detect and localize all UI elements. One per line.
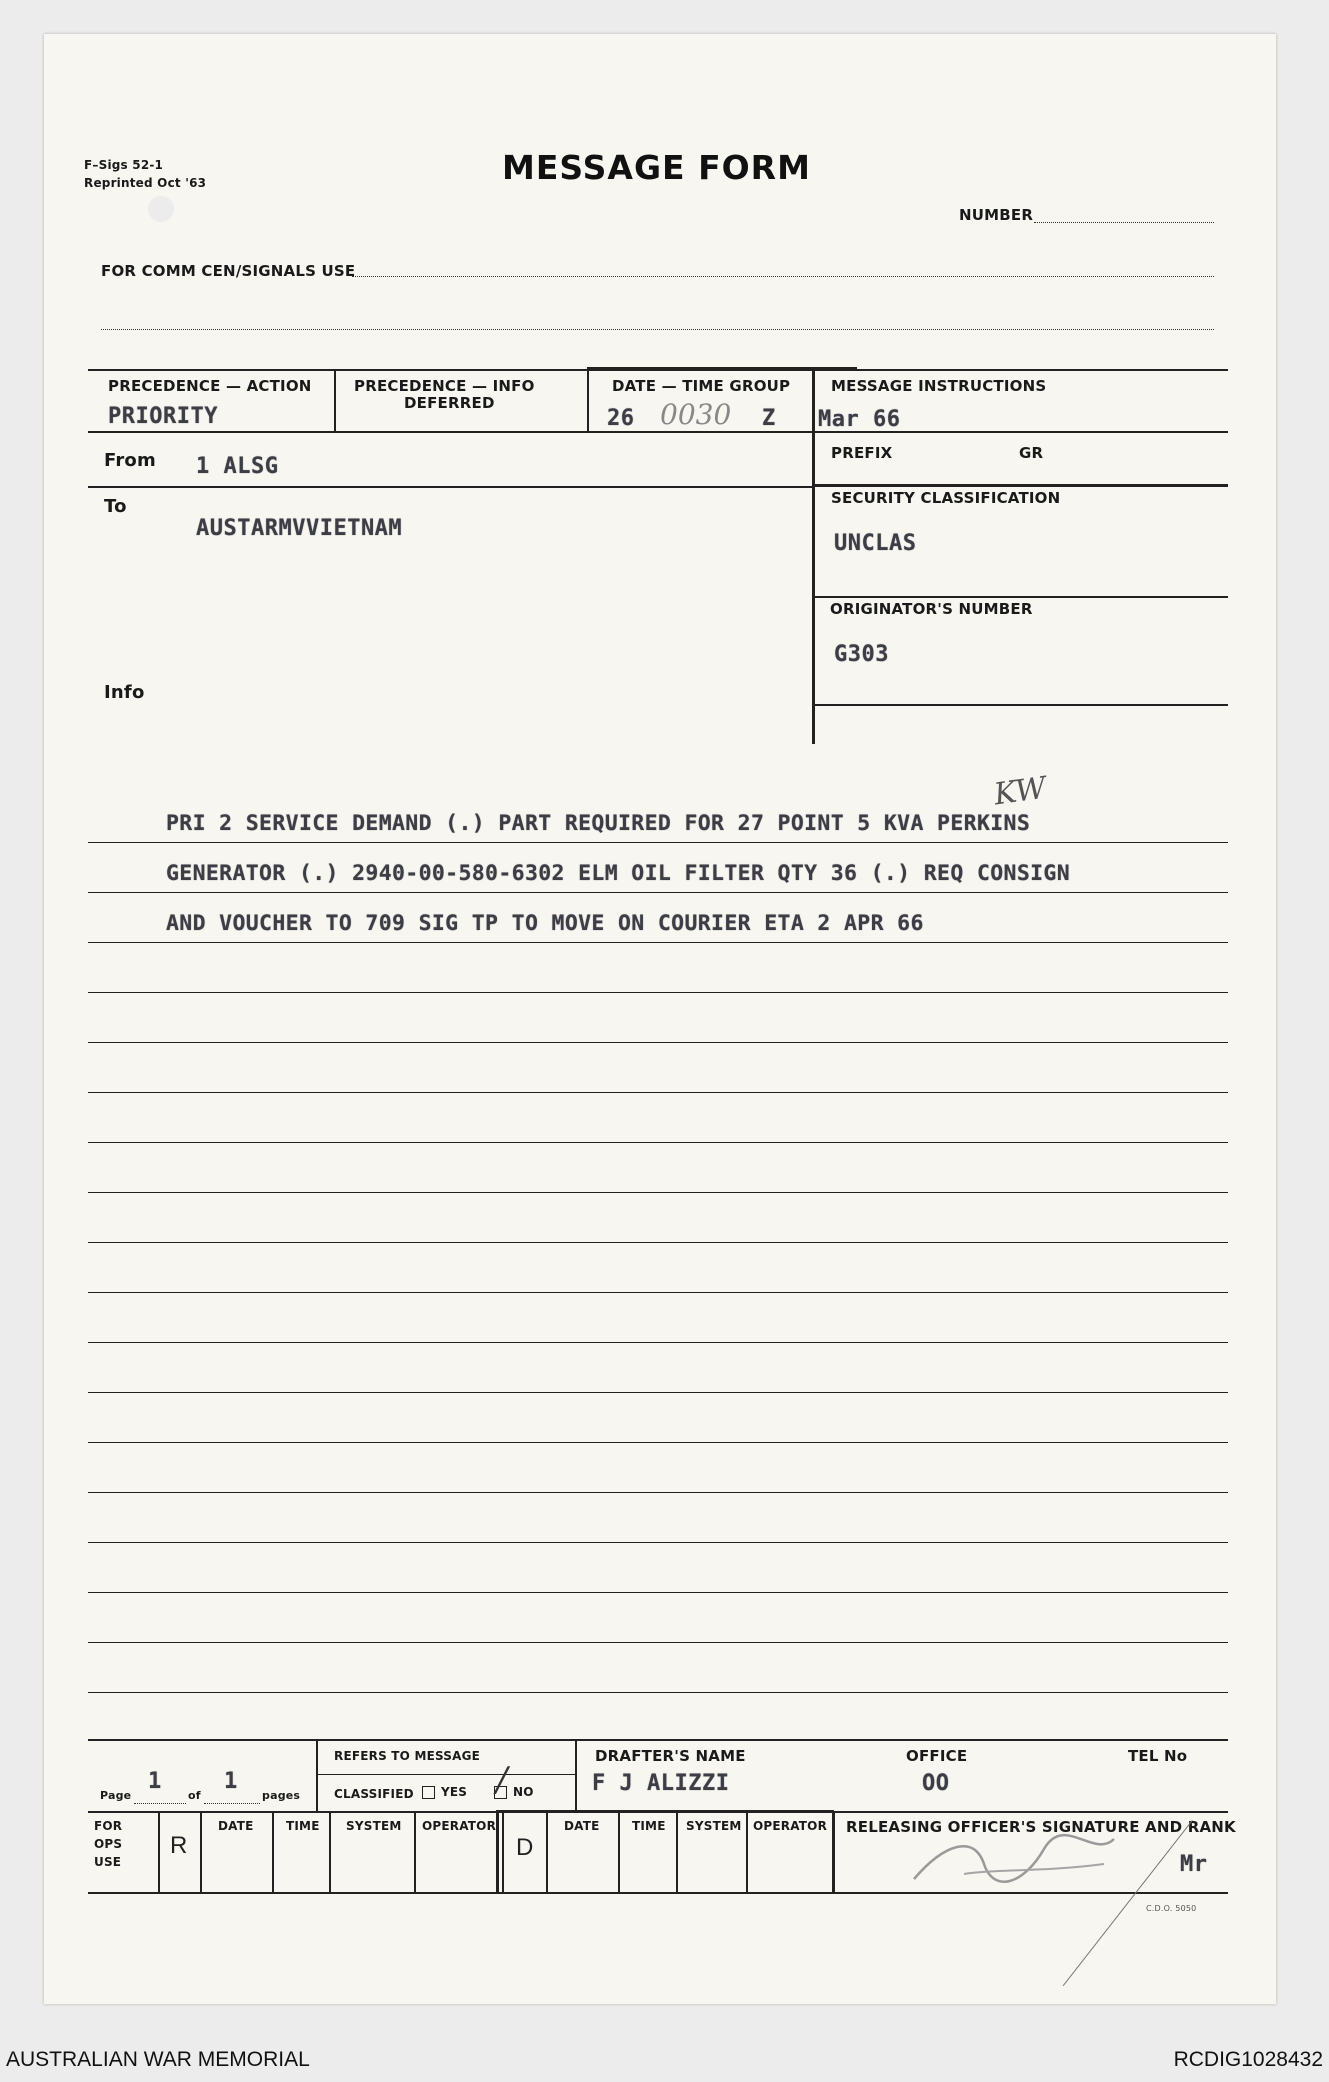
office-label: OFFICE xyxy=(906,1747,968,1765)
form-title: MESSAGE FORM xyxy=(502,148,811,187)
number-field-line xyxy=(1034,222,1214,223)
header-divider-1 xyxy=(334,369,336,431)
cdo-code: C.D.O. 5050 xyxy=(1146,1904,1197,1913)
security-classification-label: SECURITY CLASSIFICATION xyxy=(831,489,1061,507)
bottom-divider-2 xyxy=(575,1739,577,1811)
body-initials: KW xyxy=(991,770,1049,813)
ruled-line xyxy=(88,1692,1228,1693)
header-divider-2 xyxy=(587,369,589,431)
dtg-top-border xyxy=(587,367,857,370)
info-label: Info xyxy=(104,682,145,703)
time-label-2: TIME xyxy=(632,1819,666,1833)
precedence-info-sub: DEFERRED xyxy=(404,394,495,412)
tel-no-label: TEL No xyxy=(1128,1747,1188,1765)
originator-number-label: ORIGINATOR'S NUMBER xyxy=(830,600,1033,618)
ruled-line xyxy=(88,992,1228,993)
yes-label: YES xyxy=(441,1785,468,1799)
ops-col-time2-left xyxy=(618,1811,620,1892)
ruled-line xyxy=(88,1542,1228,1543)
ops-col-d-left xyxy=(496,1811,499,1892)
of-dots xyxy=(204,1803,260,1804)
refers-mid-border xyxy=(316,1774,575,1775)
message-instructions-value: Mar 66 xyxy=(818,407,901,432)
ruled-line xyxy=(88,1392,1228,1393)
message-form-sheet xyxy=(44,34,1276,2004)
originator-bottom-border xyxy=(812,704,1228,706)
footer-record-id: RCDIG1028432 xyxy=(1173,2048,1323,2071)
dtg-label: DATE — TIME GROUP xyxy=(612,377,791,395)
originator-number-value: G303 xyxy=(834,642,889,667)
ops-col-system2-left xyxy=(676,1811,678,1892)
drafter-name-value: F J ALIZZI xyxy=(592,1771,730,1796)
punch-hole xyxy=(148,196,174,222)
prefix-label: PREFIX xyxy=(831,444,893,462)
of-label: of xyxy=(188,1789,201,1802)
precedence-info-label: PRECEDENCE — INFO xyxy=(354,377,535,395)
comm-cen-line xyxy=(352,276,1214,277)
ruled-line xyxy=(88,1142,1228,1143)
precedence-action-label: PRECEDENCE — ACTION xyxy=(108,377,312,395)
drafter-name-label: DRAFTER'S NAME xyxy=(595,1747,746,1765)
body-line-1: PRI 2 SERVICE DEMAND (.) PART REQUIRED FOR 27 POINT 5 KVA PERKINS xyxy=(166,811,1031,836)
page-value: 1 xyxy=(148,1769,162,1794)
ops-label-3: USE xyxy=(94,1855,122,1869)
from-label: From xyxy=(104,450,156,471)
form-code: F–Sigs 52-1 xyxy=(84,158,164,172)
releasing-officer-signature xyxy=(904,1824,1154,1894)
pages-label: pages xyxy=(262,1789,301,1802)
time-label-1: TIME xyxy=(286,1819,320,1833)
bottom-top-border xyxy=(88,1739,1228,1741)
body-line-2: GENERATOR (.) 2940-00-580-6302 ELM OIL FILTER QTY 36 (.) REQ CONSIGN xyxy=(166,861,1070,886)
ruled-line xyxy=(88,1042,1228,1043)
gr-label: GR xyxy=(1019,444,1044,462)
ops-label-1: FOR xyxy=(94,1819,123,1833)
precedence-action-value: PRIORITY xyxy=(108,404,218,429)
to-label: To xyxy=(104,496,127,517)
releasing-officer-label: RELEASING OFFICER'S SIGNATURE AND RANK xyxy=(846,1818,1236,1836)
page-label: Page xyxy=(100,1789,132,1802)
dtg-time: 0030 xyxy=(660,398,732,431)
ruled-line xyxy=(88,1242,1228,1243)
header-divider-3 xyxy=(812,369,815,744)
dtg-zone: Z xyxy=(762,406,776,431)
ruled-line xyxy=(88,1292,1228,1293)
number-label: NUMBER xyxy=(959,206,1034,224)
security-classification-value: UNCLAS xyxy=(834,531,917,556)
bottom-divider-1 xyxy=(316,1739,318,1811)
operator-label-1: OPERATOR xyxy=(422,1819,497,1833)
page-dots xyxy=(134,1803,186,1804)
ops-col-date2-left xyxy=(546,1811,548,1892)
footer-institution: AUSTRALIAN WAR MEMORIAL xyxy=(6,2048,310,2071)
ops-col-d-left-2 xyxy=(502,1811,504,1892)
date-label-2: DATE xyxy=(564,1819,600,1833)
of-value: 1 xyxy=(224,1769,238,1794)
reprint-note: Reprinted Oct '63 xyxy=(84,176,207,190)
system-label-1: SYSTEM xyxy=(346,1819,402,1833)
ruled-line xyxy=(88,842,1228,843)
ruled-line xyxy=(88,1592,1228,1593)
ruled-line xyxy=(88,942,1228,943)
comm-cen-label: FOR COMM CEN/SIGNALS USE xyxy=(101,262,356,280)
ruled-line xyxy=(88,1492,1228,1493)
ruled-line xyxy=(88,1642,1228,1643)
office-value: OO xyxy=(922,1771,950,1796)
d-label: D xyxy=(516,1834,534,1861)
ops-col-date-left xyxy=(200,1811,202,1892)
yes-option xyxy=(422,1785,467,1799)
header-mid-border xyxy=(88,431,1228,433)
ops-col-operator2-left xyxy=(746,1811,748,1892)
security-bottom-border xyxy=(812,596,1228,598)
message-instructions-label: MESSAGE INSTRUCTIONS xyxy=(831,377,1047,395)
ops-col-operator-left xyxy=(414,1811,416,1892)
system-label-2: SYSTEM xyxy=(686,1819,742,1833)
ops-col-time-left xyxy=(272,1811,274,1892)
from-value: 1 ALSG xyxy=(196,454,279,479)
ops-col-r-left xyxy=(158,1811,160,1892)
date-label-1: DATE xyxy=(218,1819,254,1833)
yes-checkbox xyxy=(422,1786,435,1799)
classified-label: CLASSIFIED xyxy=(334,1787,414,1801)
ops-label-2: OPS xyxy=(94,1837,123,1851)
ops-col-release-left xyxy=(832,1811,835,1892)
ruled-line xyxy=(88,1442,1228,1443)
ops-col-system-left xyxy=(329,1811,331,1892)
from-bottom-border xyxy=(88,486,814,488)
r-label: R xyxy=(170,1832,188,1859)
no-label: NO xyxy=(513,1785,534,1799)
comm-cen-line-2 xyxy=(101,329,1214,330)
no-check-mark: / xyxy=(496,1760,508,1800)
body-line-3: AND VOUCHER TO 709 SIG TP TO MOVE ON COURIER ETA 2 APR 66 xyxy=(166,911,924,936)
ruled-line xyxy=(88,892,1228,893)
ruled-line xyxy=(88,1092,1228,1093)
ruled-line xyxy=(88,1192,1228,1193)
to-value: AUSTARMVVIETNAM xyxy=(196,516,403,541)
rank-value: Mr xyxy=(1180,1852,1208,1877)
ruled-line xyxy=(88,1342,1228,1343)
operator-label-2: OPERATOR xyxy=(753,1819,828,1833)
prefix-bottom-border xyxy=(812,484,1228,487)
refers-to-message-label: REFERS TO MESSAGE xyxy=(334,1749,481,1763)
dtg-day: 26 xyxy=(607,406,635,431)
